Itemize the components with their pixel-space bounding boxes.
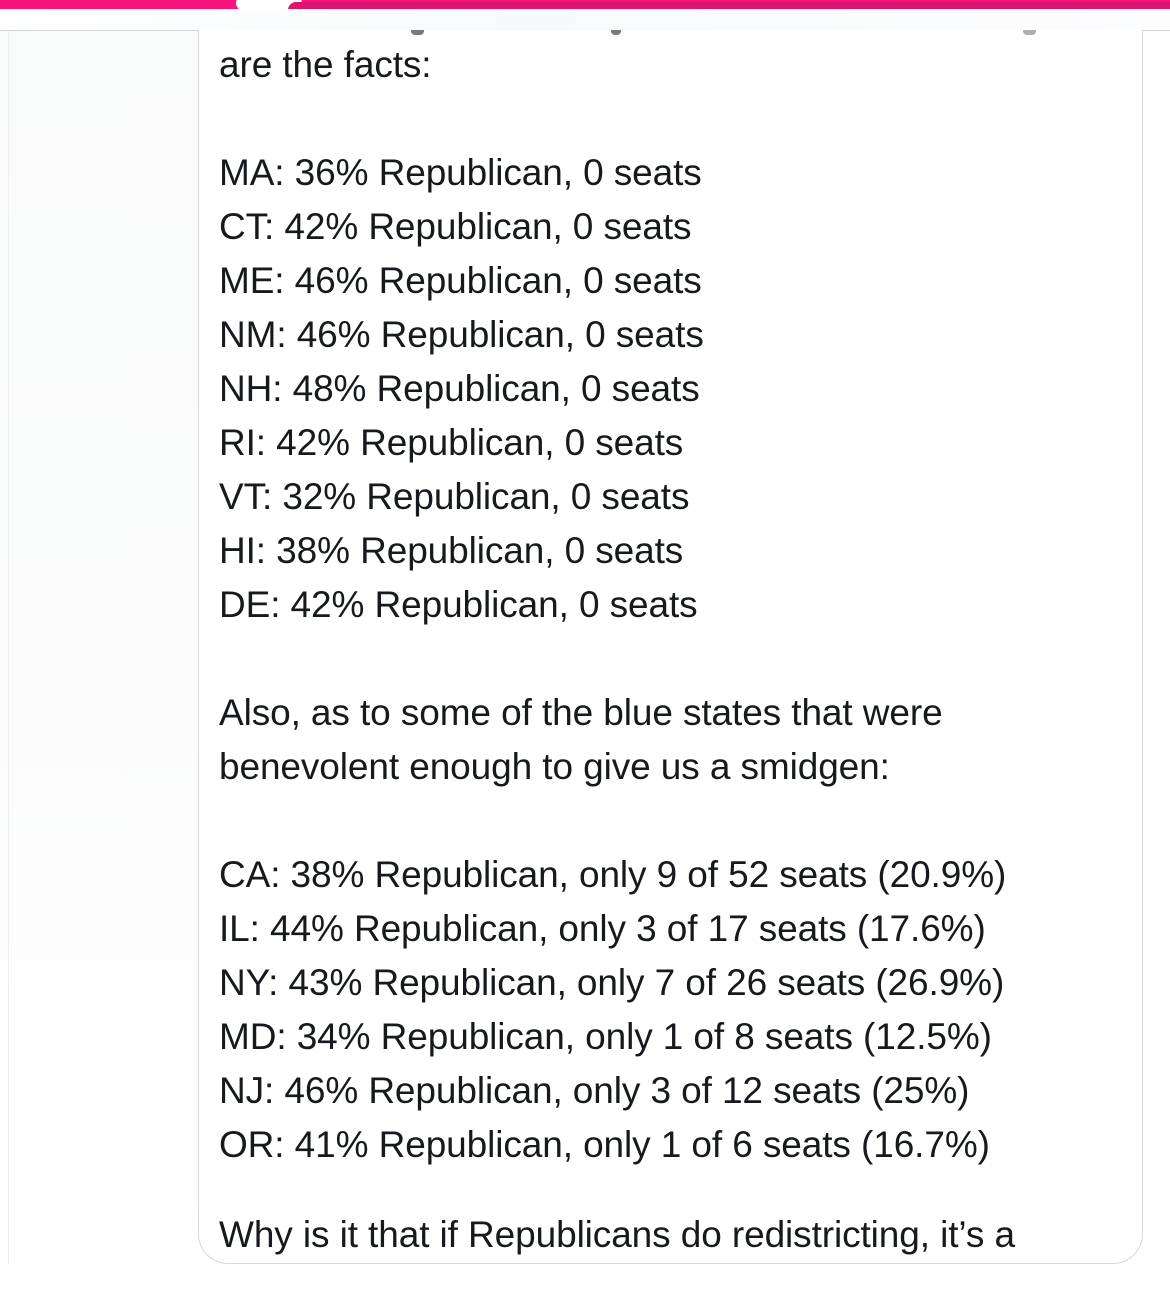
gutter-edge-line bbox=[8, 31, 9, 1264]
smidgen-list bbox=[219, 848, 1142, 1172]
stat-line-il: IL: 44% Republican, only 3 of 17 seats (17.6%) bbox=[219, 908, 986, 949]
also-line-2: benevolent enough to give us a smidgen: bbox=[219, 746, 890, 787]
top-strip bbox=[0, 9, 1170, 30]
stat-line-or: OR: 41% Republican, only 1 of 6 seats (16.7%) bbox=[219, 1124, 990, 1165]
zero-seat-list bbox=[219, 146, 1142, 632]
stat-line-ca: CA: 38% Republican, only 9 of 52 seats (20.9%) bbox=[219, 854, 1007, 895]
closing-paragraph bbox=[219, 1208, 1142, 1262]
stat-line-vt: VT: 32% Republican, 0 seats bbox=[219, 476, 690, 517]
stat-line-ny: NY: 43% Republican, only 7 of 26 seats (26.9%) bbox=[219, 962, 1005, 1003]
also-line-1: Also, as to some of the blue states that were bbox=[219, 692, 943, 733]
post-text bbox=[219, 38, 1142, 1262]
stat-line-ri: RI: 42% Republican, 0 seats bbox=[219, 422, 684, 463]
intro-paragraph bbox=[219, 38, 1142, 92]
clipped-glyph-remnant bbox=[611, 30, 621, 35]
stat-line-me: ME: 46% Republican, 0 seats bbox=[219, 260, 702, 301]
stat-line-nm: NM: 46% Republican, 0 seats bbox=[219, 314, 704, 355]
stat-line-ct: CT: 42% Republican, 0 seats bbox=[219, 206, 692, 247]
left-gutter bbox=[0, 31, 198, 1264]
closing-line: Why is it that if Republicans do redistricting, it’s a bbox=[219, 1214, 1015, 1255]
clipped-glyph-remnant bbox=[1023, 30, 1036, 35]
also-paragraph bbox=[219, 686, 1142, 794]
stat-line-de: DE: 42% Republican, 0 seats bbox=[219, 584, 698, 625]
intro-line: are the facts: bbox=[219, 44, 432, 85]
stat-line-md: MD: 34% Republican, only 1 of 8 seats (12.5%) bbox=[219, 1016, 992, 1057]
stat-line-nj: NJ: 46% Republican, only 3 of 12 seats (25%) bbox=[219, 1070, 970, 1111]
post-image-card[interactable] bbox=[198, 30, 1143, 1264]
stat-line-hi: HI: 38% Republican, 0 seats bbox=[219, 530, 684, 571]
stat-line-nh: NH: 48% Republican, 0 seats bbox=[219, 368, 700, 409]
clipped-glyph-remnant bbox=[411, 30, 424, 35]
stat-line-ma: MA: 36% Republican, 0 seats bbox=[219, 152, 702, 193]
